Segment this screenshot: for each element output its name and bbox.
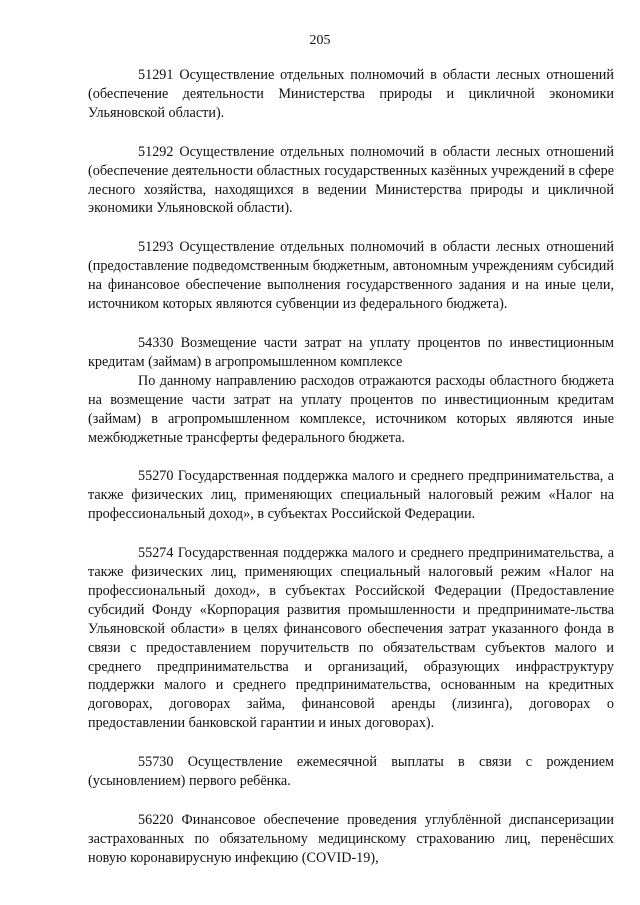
paragraph-51291: 51291 Осуществление отдельных полномочий в области лесных отношений (обеспечение деятельности Министерства природы и цикличной экономики Ульяновской области). [88, 67, 614, 121]
paragraph-51292: 51292 Осуществление отдельных полномочий в области лесных отношений (обеспечение деятельности областных государственных казённых учреждений в сфере лесного хозяйства, находящихся в ведении Министерства природы и цикличной экономики Ульяновской области). [88, 143, 614, 217]
paragraph-55270: 55270 Государственная поддержка малого и среднего предпринимательства, а также физических лиц, применяющих специальный налоговый режим «Налог на профессиональный доход», в субъектах Российской Федерации. [88, 468, 614, 523]
paragraph-51293: 51293 Осуществление отдельных полномочий в области лесных отношений (предоставление подведомственным бюджетным, автономным учреждениям субсидий на финансовое обеспечение выполнения государственного задания и на иные цели, источником которых являются субвенции из федерального бюджета). [88, 239, 614, 313]
document-body [88, 66, 614, 868]
page-number: 205 [309, 33, 331, 48]
paragraph-56220: 56220 Финансовое обеспечение проведения углублённой диспансеризации застрахованных по обязательному медицинскому страхованию лиц, перенёсших новую коронавирусную инфекцию (COVID-19), [88, 812, 614, 866]
paragraph-55730: 55730 Осуществление ежемесячной выплаты в связи с рождением (усыновлением) первого ребёнка. [88, 754, 614, 790]
paragraph-54330-heading: 54330 Возмещение части затрат на уплату процентов по инвестиционным кредитам (займам) в агропромышленном комплексе [88, 334, 614, 370]
paragraph-54330-description: По данному направлению расходов отражаются расходы областного бюджета на возмещение части затрат на уплату процентов по инвестиционным кредитам (займам) в агропромышленном комплексе, источником которых являются иные межбюджетные трансферты федерального бюджета. [88, 372, 614, 446]
paragraph-55274: 55274 Государственная поддержка малого и среднего предпринимательства, а также физических лиц, применяющих специальный налоговый режим «Налог на профессиональный доход», в субъектах Российской Федерации (Предоставление субсидий Фонду «Корпорация развития промышленности и предпринимате-льства Ульяновской области» в целях финансового обеспечения затрат указанного фонда в связи с предоставлением поручительств по обязательствам субъектов малого и среднего предпринимательства и организаций, образующих инфраструктуру поддержки малого и среднего предпринимательства, основанным на кредитных договорах, договорах займа, финансовой аренды (лизинга), договорах о предоставлении банковской гарантии и иных договорах). [88, 545, 614, 732]
